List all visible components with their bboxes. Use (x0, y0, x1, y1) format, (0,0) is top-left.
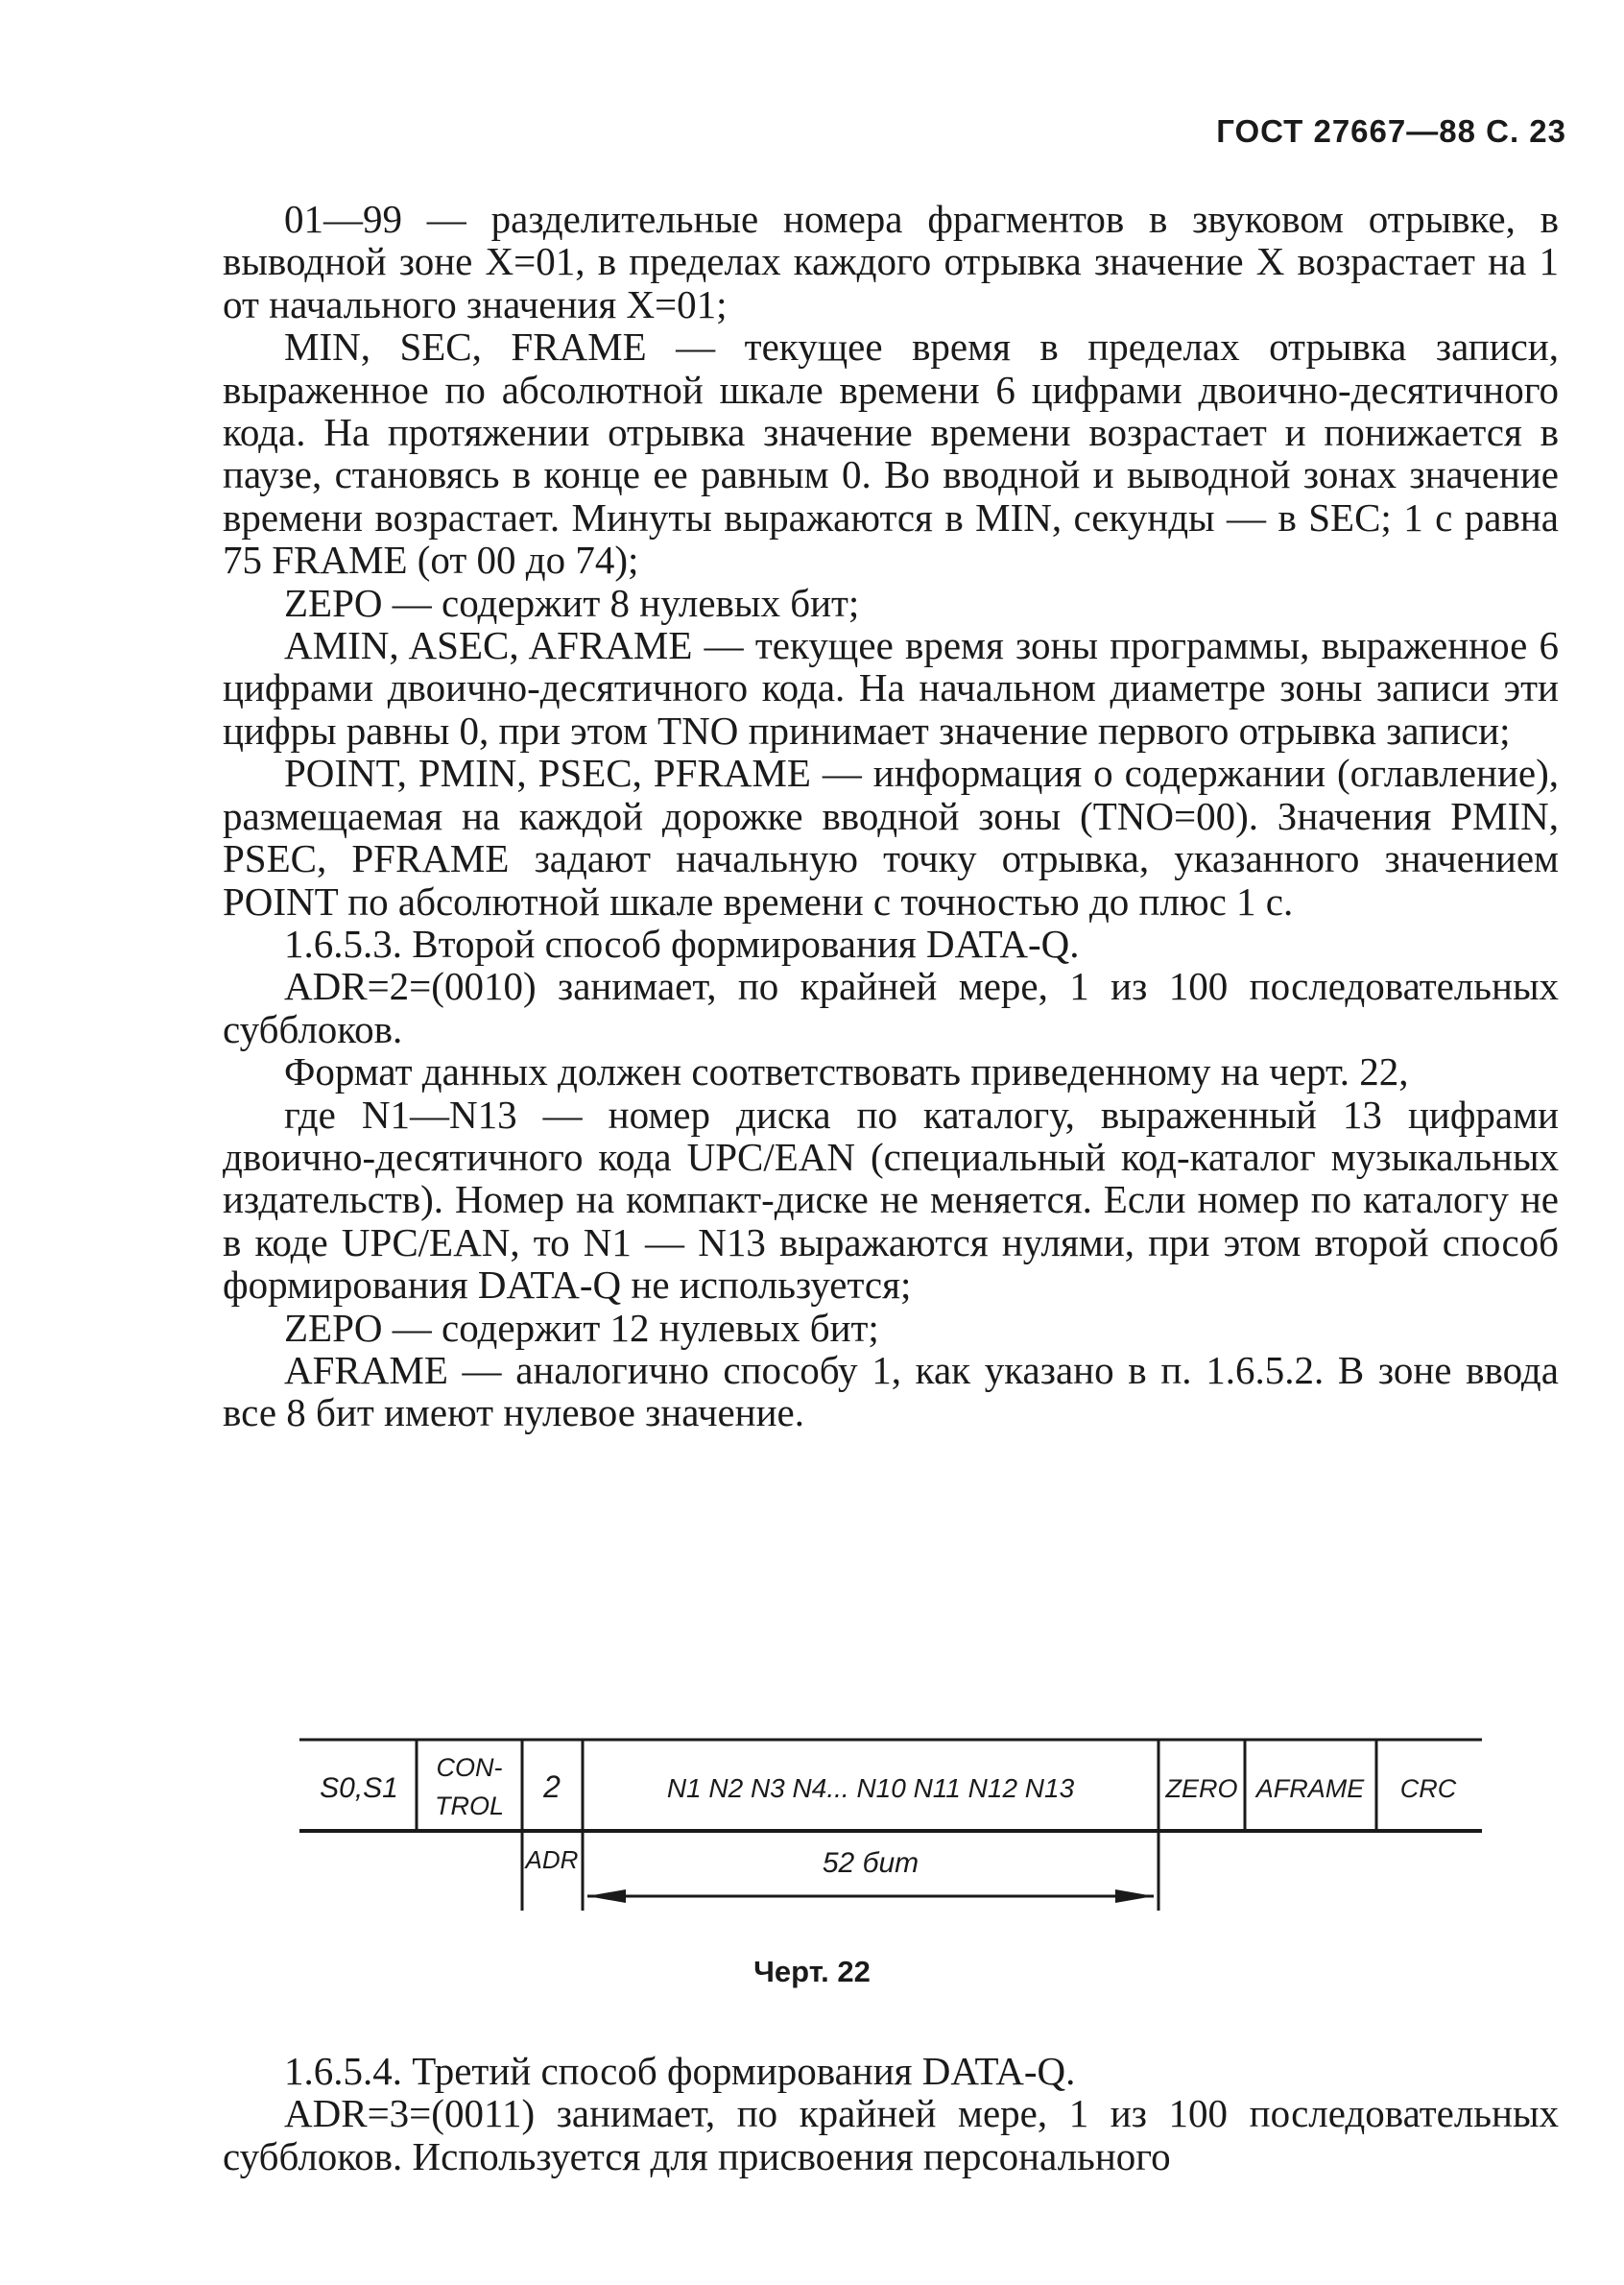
cell-control-line1: CON- (436, 1753, 503, 1782)
paragraph: ZEPO — содержит 8 нулевых бит; (284, 580, 860, 625)
cell-s0s1: S0,S1 (320, 1772, 398, 1804)
cell-control-line2: TROL (434, 1792, 505, 1820)
cell-adr-value: 2 (543, 1769, 561, 1804)
span-arrow-left (587, 1889, 626, 1903)
cell-crc: CRC (1399, 1774, 1457, 1803)
cell-catalog: N1 N2 N3 N4... N10 N11 N12 N13 (666, 1773, 1075, 1803)
paragraph: ZEPO — содержит 12 нулевых бит; (284, 1305, 879, 1350)
running-header: ГОСТ 27667—88 С. 23 (1216, 113, 1566, 149)
paragraph: ADR=2=(0010) занимает, по крайней мере, 1 из 100 последовательных субблоков. (223, 964, 1559, 1051)
span-label: 52 бит (822, 1847, 919, 1879)
paragraph: POINT, PMIN, PSEC, PFRAME — информация о содержании (оглавление), размещаемая на каждой дорожке вводной зоны (TNO=00). Значения PMIN, PSEC, PFRAME задают начальную точку отрывка, указанного значением POINT по абсолютной шкале времени с точностью до плюс 1 с. (223, 751, 1559, 924)
data-format-diagram (299, 1738, 1482, 1920)
section-heading: 1.6.5.3. Второй способ формирования DATA-Q. (284, 921, 1080, 966)
paragraph: Формат данных должен соответствовать приведенному на черт. 22, (284, 1049, 1409, 1094)
paragraph: AMIN, ASEC, AFRAME — текущее время зоны программы, выраженное 6 цифрами двоично-десятичного кода. На начальном диаметре зоны записи эти цифры равны 0, при этом TNO принимает значение первого отрывка записи; (223, 623, 1559, 753)
body-text-bottom (223, 2050, 1559, 2177)
figure-caption: Черт. 22 (753, 1955, 871, 1988)
diagram-svg (299, 1738, 1482, 1920)
cell-aframe: AFRAME (1255, 1774, 1365, 1803)
cell-zero: ZERO (1165, 1774, 1238, 1803)
span-arrow-right (1115, 1889, 1154, 1903)
paragraph: AFRAME — аналогично способу 1, как указано в п. 1.6.5.2. В зоне ввода все 8 бит имеют нулевое значение. (223, 1347, 1559, 1435)
section-heading: 1.6.5.4. Третий способ формирования DATA-Q. (284, 2049, 1076, 2093)
body-text-top (223, 198, 1559, 1434)
paragraph: ADR=3=(0011) занимает, по крайней мере, 1 из 100 последовательных субблоков. Используется для присвоения персонального (223, 2091, 1559, 2178)
paragraph: где N1—N13 — номер диска по каталогу, выраженный 13 цифрами двоично-десятичного кода UPC/EAN (специальный код-каталог музыкальных издательств). Номер на компакт-диске не меняется. Если номер по каталогу не в коде UPC/EAN, то N1 — N13 выражаются нулями, при этом второй способ формирования DATA-Q не используется; (223, 1092, 1559, 1308)
paragraph: MIN, SEC, FRAME — текущее время в пределах отрывка записи, выраженное по абсолютной шкале времени 6 цифрами двоично-десятичного кода. На протяжении отрывка значение времени возрастает и понижается в паузе, становясь в конце ее равным 0. Во вводной и выводной зонах значение времени возрастает. Минуты выражаются в MIN, секунды — в SEC; 1 с равна 75 FRAME (от 00 до 74); (223, 325, 1559, 583)
paragraph: 01—99 — разделительные номера фрагментов в звуковом отрывке, в выводной зоне X=01, в пределах каждого отрывка значение X возрастает на 1 от начального значения X=01; (223, 197, 1559, 326)
adr-label: ADR (525, 1845, 579, 1874)
